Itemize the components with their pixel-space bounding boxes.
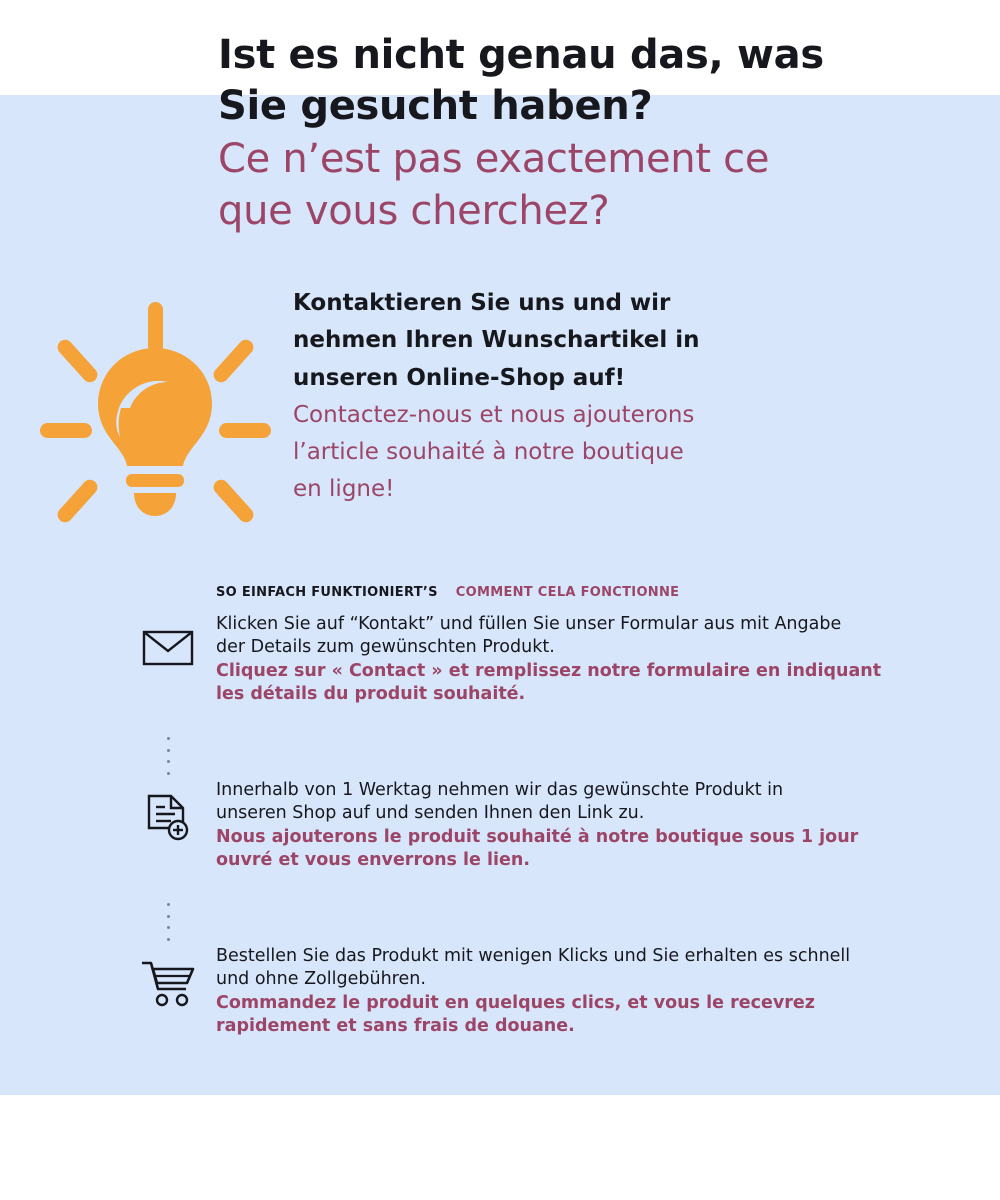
divider-dot <box>167 915 170 918</box>
intro-german <box>293 285 893 397</box>
step-icon-column <box>120 613 216 671</box>
headline-german-line1: Ist es nicht genau das, was <box>218 32 824 78</box>
divider-dot <box>167 772 170 775</box>
headline-french <box>218 134 938 236</box>
step-french-line2: les détails du produit souhaité. <box>216 683 526 704</box>
step-german-line2: der Details zum gewünschten Produkt. <box>216 637 555 658</box>
intro-german-line3: unseren Online-Shop auf! <box>293 364 626 391</box>
shopping-cart-icon <box>140 959 196 1011</box>
headline-german <box>218 30 938 132</box>
list-item <box>120 613 950 733</box>
envelope-icon <box>142 627 194 671</box>
step-german-line1: Innerhalb von 1 Werktag nehmen wir das gewünschte Produkt in <box>216 780 784 800</box>
divider-dot <box>167 749 170 752</box>
step-german-line2: unseren Shop auf und senden Ihnen den Link zu. <box>216 803 645 824</box>
step-icon-column <box>120 945 216 1011</box>
list-item <box>120 945 950 1065</box>
dotted-divider <box>120 733 216 779</box>
step-german-line2: und ohne Zollgebühren. <box>216 969 426 990</box>
intro-block <box>293 285 893 509</box>
step-french-line2: ouvré et vous enverrons le lien. <box>216 849 530 870</box>
headline-german-line2: Sie gesucht haben? <box>218 83 653 130</box>
divider-dot <box>167 737 170 740</box>
step-german-line1: Bestellen Sie das Produkt mit wenigen Klicks und Sie erhalten es schnell <box>216 946 851 966</box>
document-add-icon <box>145 793 191 847</box>
step-french-line2: rapidement et sans frais de douane. <box>216 1015 575 1036</box>
lightbulb-icon <box>30 290 280 540</box>
step-french-line1: Cliquez sur « Contact » et remplissez notre formulaire en indiquant <box>216 660 882 681</box>
step-connector <box>120 733 950 779</box>
step-text-column <box>216 779 950 872</box>
step-french-line1: Nous ajouterons le produit souhaité à notre boutique sous 1 jour <box>216 826 859 847</box>
divider-dot <box>167 903 170 906</box>
steps-header-german: SO EINFACH FUNKTIONIERT’S <box>216 585 438 600</box>
steps-header <box>216 585 679 600</box>
intro-german-line2: nehmen Ihren Wunschartikel in <box>293 327 700 354</box>
intro-french <box>293 397 893 509</box>
step-icon-column <box>120 779 216 847</box>
divider-dot <box>167 926 170 929</box>
divider-dot <box>167 760 170 763</box>
headline-french-line2: que vous cherchez? <box>218 187 610 234</box>
steps-list <box>120 613 950 1065</box>
headline-block <box>218 30 938 237</box>
intro-german-line1: Kontaktieren Sie uns und wir <box>293 290 671 316</box>
headline-french-line1: Ce n’est pas exactement ce <box>218 136 770 183</box>
step-german-line1: Klicken Sie auf “Kontakt” und füllen Sie unser Formular aus mit Angabe <box>216 614 842 634</box>
list-item <box>120 779 950 899</box>
intro-french-line1: Contactez-nous et nous ajouterons <box>293 401 695 428</box>
intro-french-line2: l’article souhaité à notre boutique <box>293 439 684 465</box>
step-text-column <box>216 613 950 706</box>
step-text-column <box>216 945 950 1038</box>
intro-french-line3: en ligne! <box>293 476 395 503</box>
steps-header-french: COMMENT CELA FONCTIONNE <box>455 585 680 600</box>
step-connector <box>120 899 950 945</box>
divider-dot <box>167 938 170 941</box>
step-french-line1: Commandez le produit en quelques clics, et vous le recevrez <box>216 992 815 1013</box>
dotted-divider <box>120 899 216 945</box>
